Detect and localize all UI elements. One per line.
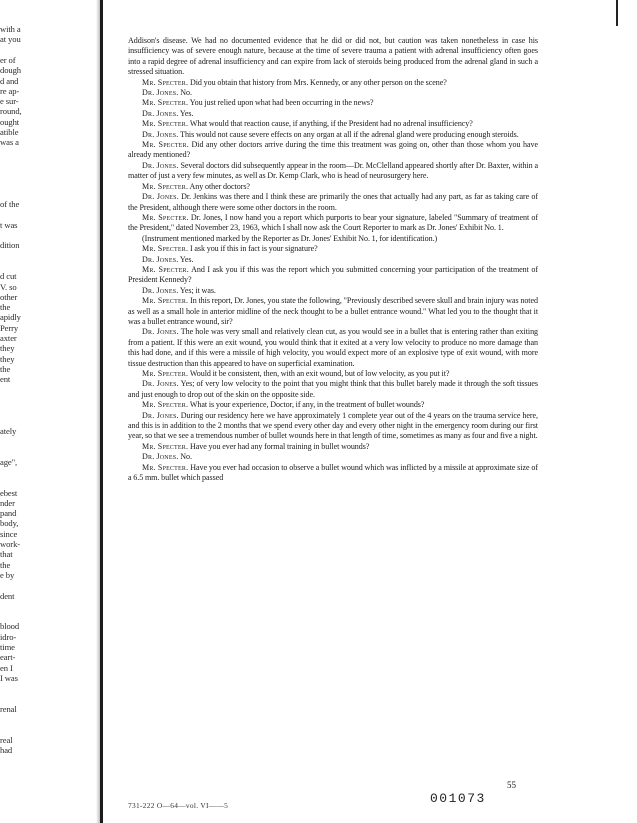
paragraph-text: I ask you if this in fact is your signature? (189, 244, 318, 254)
speaker-label: Mr. Specter. (142, 119, 189, 129)
speaker-label: Dr. Jones. (142, 108, 179, 118)
dialogue-paragraph (128, 119, 538, 129)
paragraph-text: Did any other doctors arrive during the time this treatment was going on, other than those whom you have already mentioned? (128, 140, 538, 160)
bleed-line: age", (0, 456, 18, 467)
dialogue-paragraph (128, 88, 538, 98)
paragraph-text: Yes. (179, 254, 194, 264)
dialogue-paragraph (128, 255, 538, 265)
paragraph-text: In this report, Dr. Jones, you state the following, "Previously described severe skull and brain injury was noted as well as a small hole in anterior midline of the neck thought to be a bullet entrance wound." What led you to the thought that it was a bullet entrance wound, sir? (128, 296, 538, 326)
facing-page-bleed (0, 24, 62, 764)
dialogue-paragraph (128, 213, 538, 234)
bleed-line: since (0, 528, 18, 539)
bleed-line: work- (0, 539, 21, 549)
speaker-label: Mr. Specter. (142, 264, 189, 274)
dialogue-paragraph (128, 296, 538, 327)
bleed-line: of the (0, 199, 20, 210)
bleed-line: V. so (0, 281, 17, 292)
bleed-line: nder (0, 497, 15, 508)
bleed-line: pand (0, 508, 17, 519)
dialogue-paragraph (128, 400, 538, 410)
bleed-line: body, (0, 518, 19, 529)
bleed-line: ebest (0, 487, 18, 498)
page-number: 55 (507, 780, 516, 790)
speaker-label: Mr. Specter. (142, 181, 189, 191)
paragraph-text: This would not cause severe effects on any organ at all if the adrenal gland were producing enough steroids. (180, 129, 519, 139)
paragraph-text: Would it be consistent, then, with an exit wound, but of low velocity, as you put it? (189, 369, 450, 378)
paragraph-text: During our residency here we have approximately 1 complete year out of the 4 years on the trauma service here, and this is in addition to the 2 months that we spend every other day and every other night in the emergency room during our first year, so that we see a tremendous number of bullet wounds here in that length of time, sometimes as many as four and five a night. (128, 410, 539, 441)
bleed-line: real (0, 734, 13, 745)
speaker-label: Mr. Specter. (142, 441, 189, 451)
paragraph-text: Yes. (179, 108, 194, 118)
speaker-label: Dr. Jones. (142, 88, 179, 98)
speaker-label: Dr. Jones. (142, 254, 179, 264)
bleed-line: round, (0, 106, 22, 117)
dialogue-paragraph (128, 192, 538, 213)
paragraph-text: The hole was very small and relatively clean cut, as you would see in a bullet that is entering rather than exiting from a patient. If this were an exit wound, you would think that it exited at a very low velocity to produce no more damage than this had done, and if this were a missile of high velocity, you would expect more of an explosive type of exit wound, with more tissue destruction than this appeared to have on superficial examination. (128, 327, 539, 368)
print-code: 731-222 O—64—vol. VI——5 (128, 801, 229, 810)
bleed-line: t was (0, 219, 18, 230)
paragraph-text: You just relied upon what had been occurring in the news? (189, 98, 374, 108)
paragraph-text: Addison's disease. We had no documented evidence that he did or did not, but caution was taken nonetheless in case his insufficiency was of severe enough nature, because at the time of severe trauma a patient with adrenal insufficiency often goes into a rapid degree of adrenal insufficiency and can expire from lack of steroids being produced from the adrenal gland in such a stressed situation. (128, 36, 538, 77)
binding-edge (100, 0, 103, 823)
paragraph-text: No. (180, 88, 192, 98)
text-paragraph (128, 234, 538, 244)
bleed-line: e by (0, 569, 15, 580)
bleed-line: renal (0, 703, 17, 714)
dialogue-paragraph (128, 244, 538, 254)
paragraph-text: No. (180, 452, 192, 462)
dialogue-paragraph (128, 161, 538, 182)
speaker-label: Mr. Specter. (142, 77, 189, 87)
bleed-line: I was (0, 672, 18, 683)
bleed-line: dition (0, 240, 20, 251)
paragraph-text: Dr. Jones, I now hand you a report which purports to bear your signature, labeled "Summary of treatment of the President," dated November 23, 1963, which I shall now ask the Court Reporter to mark as Dr. Jones' Exhibit No. 1. (128, 212, 538, 233)
dialogue-paragraph (128, 98, 538, 108)
speaker-label: Mr. Specter. (142, 140, 189, 150)
speaker-label: Mr. Specter. (142, 244, 189, 254)
speaker-label: Dr. Jones. (142, 129, 179, 139)
speaker-label: Mr. Specter. (142, 98, 189, 108)
dialogue-paragraph (128, 182, 538, 192)
paragraph-text: Yes; of very low velocity to the point that you might think that this bullet barely made it through the soft tissues and just enough to drop out of the skin on the opposite side. (128, 379, 539, 399)
dialogue-paragraph (128, 379, 538, 400)
bleed-line: at you (0, 34, 21, 45)
bleed-line: time (0, 642, 15, 652)
bleed-line: idro- (0, 631, 17, 642)
bleed-line: re ap- (0, 85, 20, 96)
bleed-line: d cut (0, 271, 17, 282)
speaker-label: Mr. Specter. (142, 296, 189, 306)
bleed-line: ought (0, 116, 20, 127)
dialogue-paragraph (128, 265, 538, 286)
bleed-line: axter (0, 333, 17, 343)
speaker-label: Mr. Specter. (142, 369, 189, 378)
bleed-line: the (0, 559, 11, 570)
dialogue-paragraph (128, 442, 538, 452)
paragraph-text: What is your experience, Doctor, if any, in the treatment of bullet wounds? (189, 400, 425, 410)
speaker-label: Mr. Specter. (142, 212, 189, 222)
transcript-page (128, 36, 538, 483)
bleed-line: eart- (0, 652, 16, 663)
paragraph-text: Have you ever had occasion to observe a bullet wound which was inflicted by a missile at approximate size of a 6.5 mm. bullet which passed (128, 462, 538, 483)
paragraph-text: Did you obtain that history from Mrs. Kennedy, or any other person on the scene? (189, 77, 447, 87)
speaker-label: Dr. Jones. (142, 452, 179, 462)
bleed-line: they (0, 343, 15, 354)
speaker-label: Dr. Jones. (142, 192, 179, 202)
bleed-line: e sur- (0, 96, 19, 107)
speaker-label: Dr. Jones. (142, 410, 179, 420)
paragraph-text: And I ask you if this was the report which you submitted concerning your participation of the treatment of President Kennedy? (128, 264, 538, 285)
dialogue-paragraph (128, 369, 538, 379)
paragraph-text: Yes; it was. (179, 285, 216, 295)
bleed-line: ent (0, 374, 11, 385)
bleed-line: that (0, 549, 13, 560)
speaker-label: Mr. Specter. (142, 462, 189, 472)
bleed-line: the (0, 302, 11, 313)
dialogue-paragraph (128, 140, 538, 161)
bleed-line: blood (0, 621, 20, 632)
paragraph-text: Any other doctors? (189, 181, 250, 191)
bleed-line: they (0, 353, 15, 364)
dialogue-paragraph (128, 109, 538, 119)
bleed-line: ately (0, 425, 17, 436)
bleed-line: d and (0, 75, 19, 86)
bleed-line: dent (0, 590, 15, 601)
bleed-line: Perry (0, 322, 19, 333)
dialogue-paragraph (128, 463, 538, 484)
bleed-line: was a (0, 137, 19, 148)
dialogue-paragraph (128, 452, 538, 462)
paragraph-text: What would that reaction cause, if anything, if the President had no adrenal insufficiency? (189, 119, 473, 129)
paragraph-text: Several doctors did subsequently appear in the room—Dr. McClelland appeared shortly after Dr. Baxter, within a matter of just a very few minutes, as well as Dr. Kemp Clark, who is head of neurosurgery here. (128, 160, 538, 181)
bleed-line: the (0, 363, 11, 374)
dialogue-paragraph (128, 78, 538, 88)
speaker-label: Dr. Jones. (142, 160, 179, 170)
paragraph-text: Dr. Jenkins was there and I think these are primarily the ones that actually had any part, as far as taking care of the President, although there were some other doctors in the room. (128, 192, 538, 212)
bleed-line: other (0, 291, 18, 302)
dialogue-paragraph (128, 130, 538, 140)
bleed-line: en I (0, 662, 13, 673)
speaker-label: Dr. Jones. (142, 327, 179, 337)
bleed-line: with a (0, 24, 21, 34)
bleed-line: atible (0, 127, 19, 137)
scan-corner-mark (616, 0, 618, 26)
bleed-line: dough (0, 65, 21, 76)
dialogue-paragraph (128, 327, 538, 369)
dialogue-paragraph (128, 411, 538, 442)
bleed-line: had (0, 745, 13, 755)
speaker-label: Mr. Specter. (142, 400, 189, 410)
dialogue-paragraph (128, 286, 538, 296)
speaker-label: Dr. Jones. (142, 285, 179, 295)
speaker-label: Dr. Jones. (142, 379, 179, 389)
bleed-line: apidly (0, 312, 21, 323)
text-paragraph (128, 36, 538, 78)
bleed-line: er of (0, 54, 16, 65)
paragraph-text: (Instrument mentioned marked by the Reporter as Dr. Jones' Exhibit No. 1, for identification.) (142, 233, 438, 243)
document-stamp-number: 001073 (430, 791, 486, 806)
paragraph-text: Have you ever had any formal training in bullet wounds? (189, 441, 370, 451)
